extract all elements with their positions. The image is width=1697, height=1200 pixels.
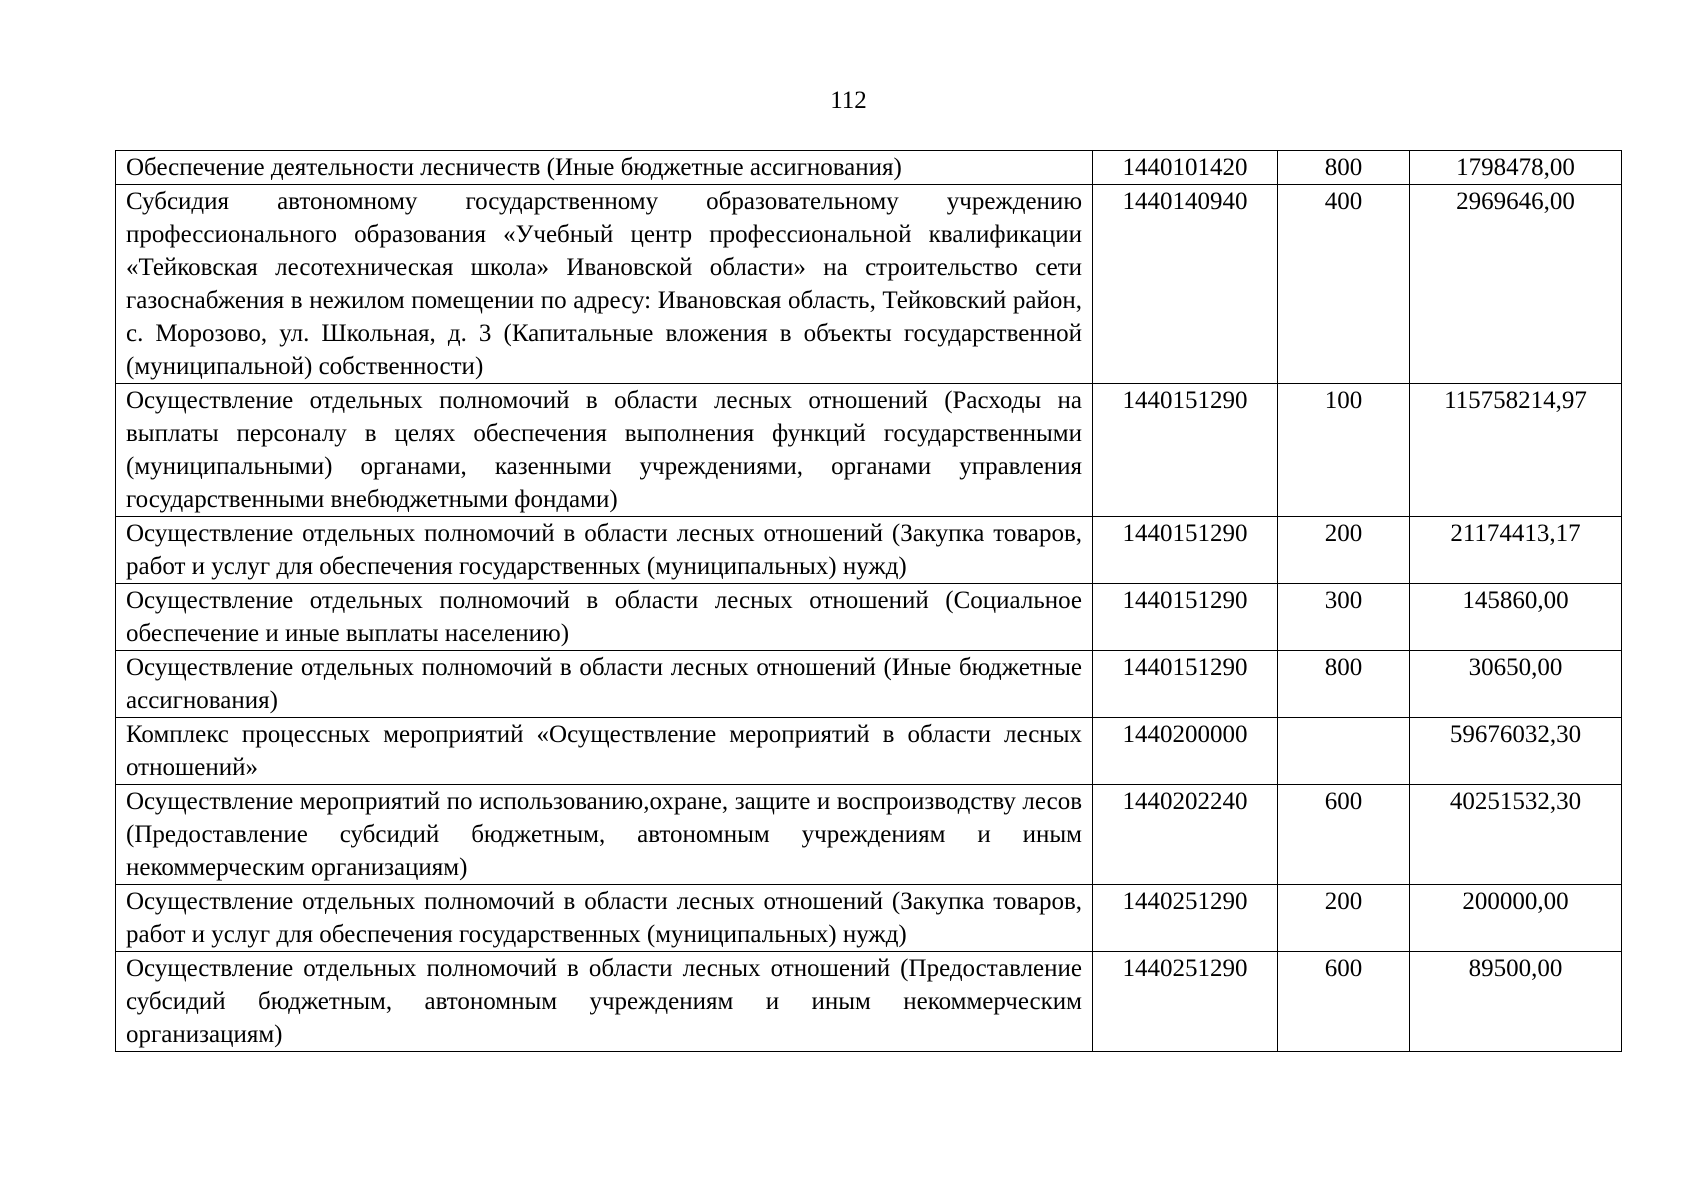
table-row xyxy=(116,651,1622,718)
row-code: 1440151290 xyxy=(1093,517,1278,584)
row-type: 200 xyxy=(1278,885,1410,952)
row-code: 1440251290 xyxy=(1093,885,1278,952)
row-sum: 115758214,97 xyxy=(1410,384,1622,517)
row-code: 1440140940 xyxy=(1093,185,1278,384)
table-row xyxy=(116,517,1622,584)
row-code: 1440200000 xyxy=(1093,718,1278,785)
row-type: 600 xyxy=(1278,785,1410,885)
budget-table xyxy=(115,150,1622,1052)
table-row xyxy=(116,718,1622,785)
row-code: 1440151290 xyxy=(1093,584,1278,651)
row-type xyxy=(1278,718,1410,785)
row-name: Осуществление отдельных полномочий в области лесных отношений (Социальное обеспечение и иные выплаты населению) xyxy=(116,584,1093,651)
row-name: Осуществление отдельных полномочий в области лесных отношений (Предоставление субсидий бюджетным, автономным учреждениям и иным некоммерческим организациям) xyxy=(116,952,1093,1052)
row-type: 600 xyxy=(1278,952,1410,1052)
row-sum: 89500,00 xyxy=(1410,952,1622,1052)
row-name: Осуществление отдельных полномочий в области лесных отношений (Закупка товаров, работ и услуг для обеспечения государственных (муниципальных) нужд) xyxy=(116,517,1093,584)
row-code: 1440101420 xyxy=(1093,151,1278,185)
row-code: 1440251290 xyxy=(1093,952,1278,1052)
row-sum: 1798478,00 xyxy=(1410,151,1622,185)
row-type: 200 xyxy=(1278,517,1410,584)
row-type: 800 xyxy=(1278,151,1410,185)
row-name: Обеспечение деятельности лесничеств (Иные бюджетные ассигнования) xyxy=(116,151,1093,185)
row-type: 800 xyxy=(1278,651,1410,718)
table-row xyxy=(116,185,1622,384)
table-row xyxy=(116,952,1622,1052)
row-sum: 145860,00 xyxy=(1410,584,1622,651)
row-name: Субсидия автономному государственному образовательному учреждению профессионального образования «Учебный центр профессиональной квалификации «Тейковская лесотехническая школа» Ивановской области» на строительство сети газоснабжения в нежилом помещении по адресу: Ивановская область, Тейковский район, с. Морозово, ул. Школьная, д. 3 (Капитальные вложения в объекты государственной (муниципальной) собственности) xyxy=(116,185,1093,384)
table-row xyxy=(116,885,1622,952)
table-row xyxy=(116,384,1622,517)
row-sum: 200000,00 xyxy=(1410,885,1622,952)
budget-table-body xyxy=(116,151,1622,1052)
row-sum: 59676032,30 xyxy=(1410,718,1622,785)
row-sum: 21174413,17 xyxy=(1410,517,1622,584)
row-name: Осуществление отдельных полномочий в области лесных отношений (Расходы на выплаты персоналу в целях обеспечения выполнения функций государственными (муниципальными) органами, казенными учреждениями, органами управления государственными внебюджетными фондами) xyxy=(116,384,1093,517)
table-row xyxy=(116,584,1622,651)
page-number: 112 xyxy=(830,87,867,114)
row-name: Осуществление отдельных полномочий в области лесных отношений (Закупка товаров, работ и услуг для обеспечения государственных (муниципальных) нужд) xyxy=(116,885,1093,952)
row-sum: 30650,00 xyxy=(1410,651,1622,718)
row-name: Комплекс процессных мероприятий «Осуществление мероприятий в области лесных отношений» xyxy=(116,718,1093,785)
table-row xyxy=(116,151,1622,185)
row-code: 1440151290 xyxy=(1093,651,1278,718)
row-name: Осуществление отдельных полномочий в области лесных отношений (Иные бюджетные ассигнования) xyxy=(116,651,1093,718)
row-sum: 2969646,00 xyxy=(1410,185,1622,384)
row-sum: 40251532,30 xyxy=(1410,785,1622,885)
row-name: Осуществление мероприятий по использованию,охране, защите и воспроизводству лесов (Предоставление субсидий бюджетным, автономным учреждениям и иным некоммерческим организациям) xyxy=(116,785,1093,885)
row-type: 400 xyxy=(1278,185,1410,384)
table-row xyxy=(116,785,1622,885)
row-code: 1440202240 xyxy=(1093,785,1278,885)
row-code: 1440151290 xyxy=(1093,384,1278,517)
row-type: 300 xyxy=(1278,584,1410,651)
row-type: 100 xyxy=(1278,384,1410,517)
